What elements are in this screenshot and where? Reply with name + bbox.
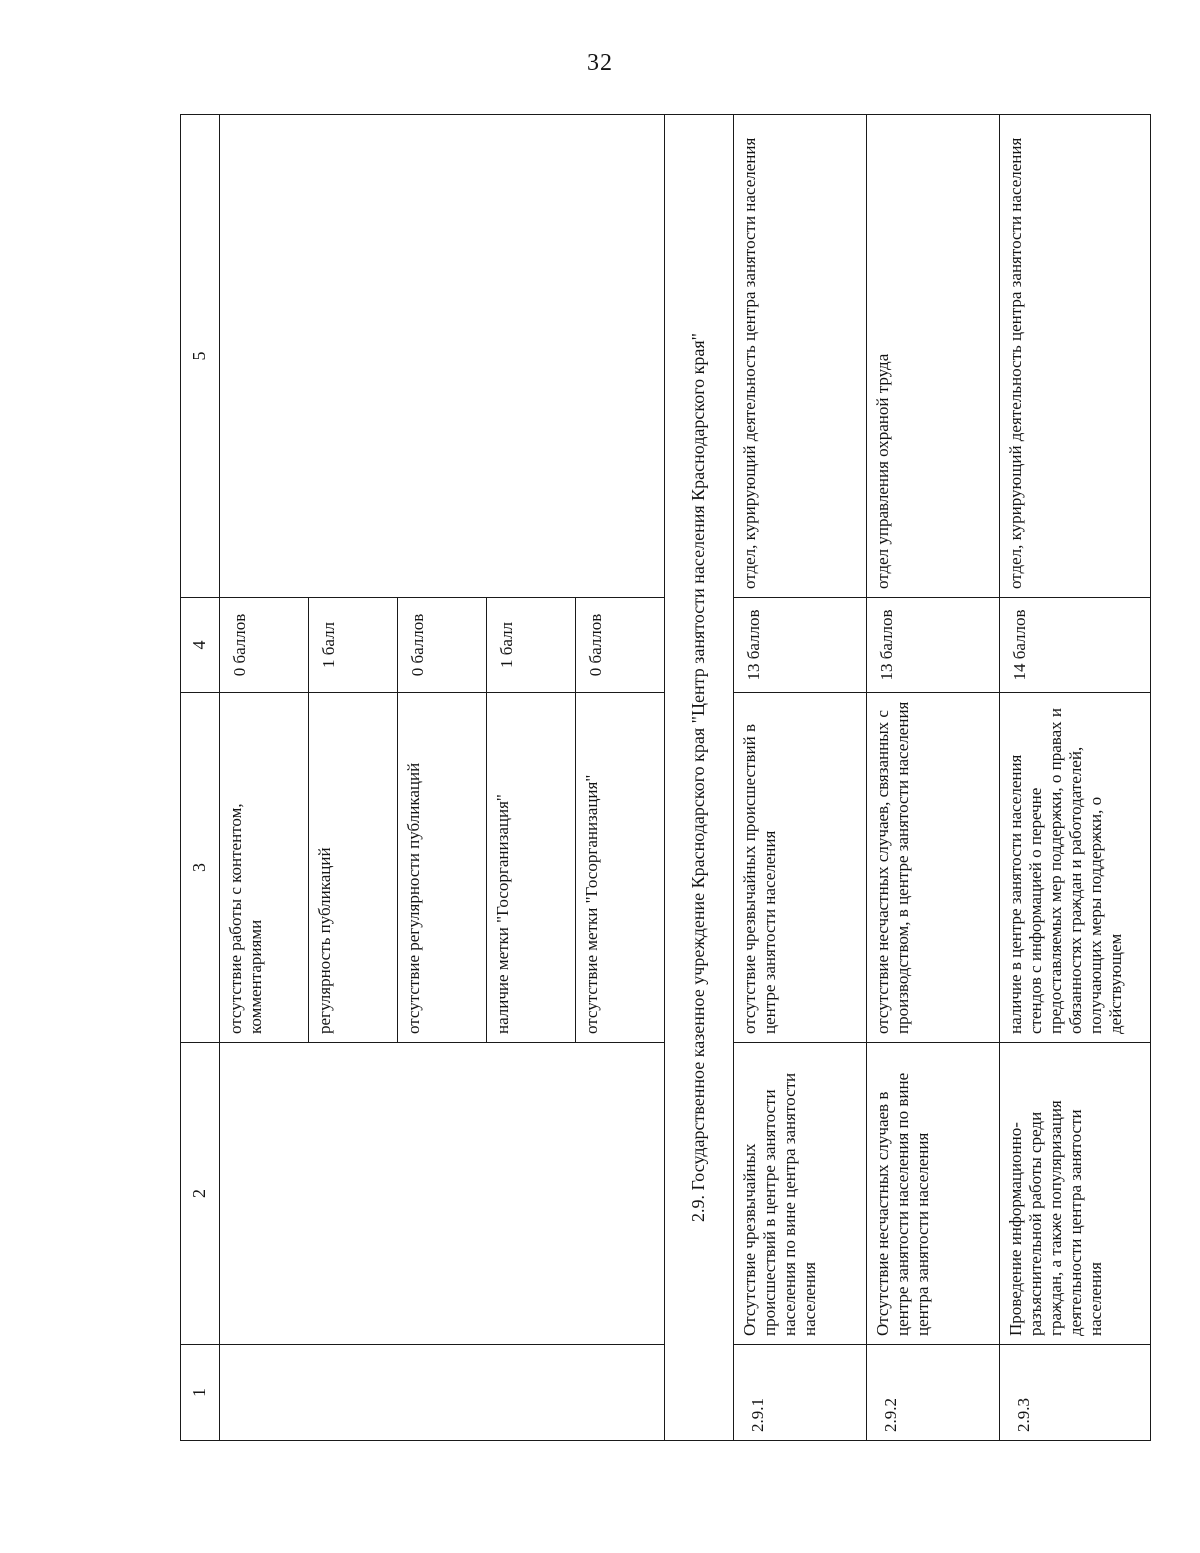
header-col-5: 5 [181,115,220,598]
continuation-points: 1 балл [309,598,398,693]
table-row [734,115,867,1441]
header-col-3: 3 [181,693,220,1043]
criteria-table [180,114,1151,1441]
header-col-4: 4 [181,598,220,693]
rotated-table-container [180,115,1126,1441]
header-col-1: 1 [181,1345,220,1441]
row-indicator: Проведение информационно-разъяснительной работы среди граждан, а также популяризация деятельности центра занятости населения [1000,1043,1151,1345]
section-title: 2.9. Государственное казенное учреждение Краснодарского края "Центр занятости населения Краснодарского края" [665,115,734,1441]
row-points: 14 баллов [1000,598,1151,693]
continuation-indicator-cell [220,1043,665,1345]
row-number: 2.9.3 [1000,1345,1151,1441]
row-responsible: отдел, курирующий деятельность центра занятости населения [734,115,867,598]
continuation-criterion: регулярность публикаций [309,693,398,1043]
table-row [1000,115,1151,1441]
row-responsible: отдел управления охраной труда [867,115,1000,598]
row-criterion: отсутствие несчастных случаев, связанных с производством, в центре занятости населения [867,693,1000,1043]
continuation-points: 0 баллов [576,598,665,693]
row-points: 13 баллов [867,598,1000,693]
header-row [181,115,220,1441]
document-table-frame [180,115,1126,1441]
continuation-points: 1 балл [487,598,576,693]
row-indicator: Отсутствие несчастных случаев в центре занятости населения по вине центра занятости населения [867,1043,1000,1345]
row-number: 2.9.1 [734,1345,867,1441]
row-indicator: Отсутствие чрезвычайных происшествий в центре занятости населения по вине центра занятости населения [734,1043,867,1345]
continuation-criterion: отсутствие работы с контентом, комментариями [220,693,309,1043]
row-responsible: отдел, курирующий деятельность центра занятости населения [1000,115,1151,598]
row-points: 13 баллов [734,598,867,693]
section-heading-row [665,115,734,1441]
continuation-criterion: наличие метки "Госорганизация" [487,693,576,1043]
row-criterion: наличие в центре занятости населения стендов с информацией о перечне предоставляемых мер поддержки, о правах и обязанностях граждан и работодателей, получающих меры поддержки, о действующем [1000,693,1151,1043]
continuation-points: 0 баллов [220,598,309,693]
continuation-responsible-cell [220,115,665,598]
continuation-row [220,115,309,1441]
continuation-points: 0 баллов [398,598,487,693]
continuation-num-cell [220,1345,665,1441]
table-row [867,115,1000,1441]
header-col-2: 2 [181,1043,220,1345]
continuation-criterion: отсутствие регулярности публикаций [398,693,487,1043]
row-criterion: отсутствие чрезвычайных происшествий в центре занятости населения [734,693,867,1043]
page-number: 32 [587,50,613,76]
continuation-criterion: отсутствие метки "Госорганизация" [576,693,665,1043]
row-number: 2.9.2 [867,1345,1000,1441]
